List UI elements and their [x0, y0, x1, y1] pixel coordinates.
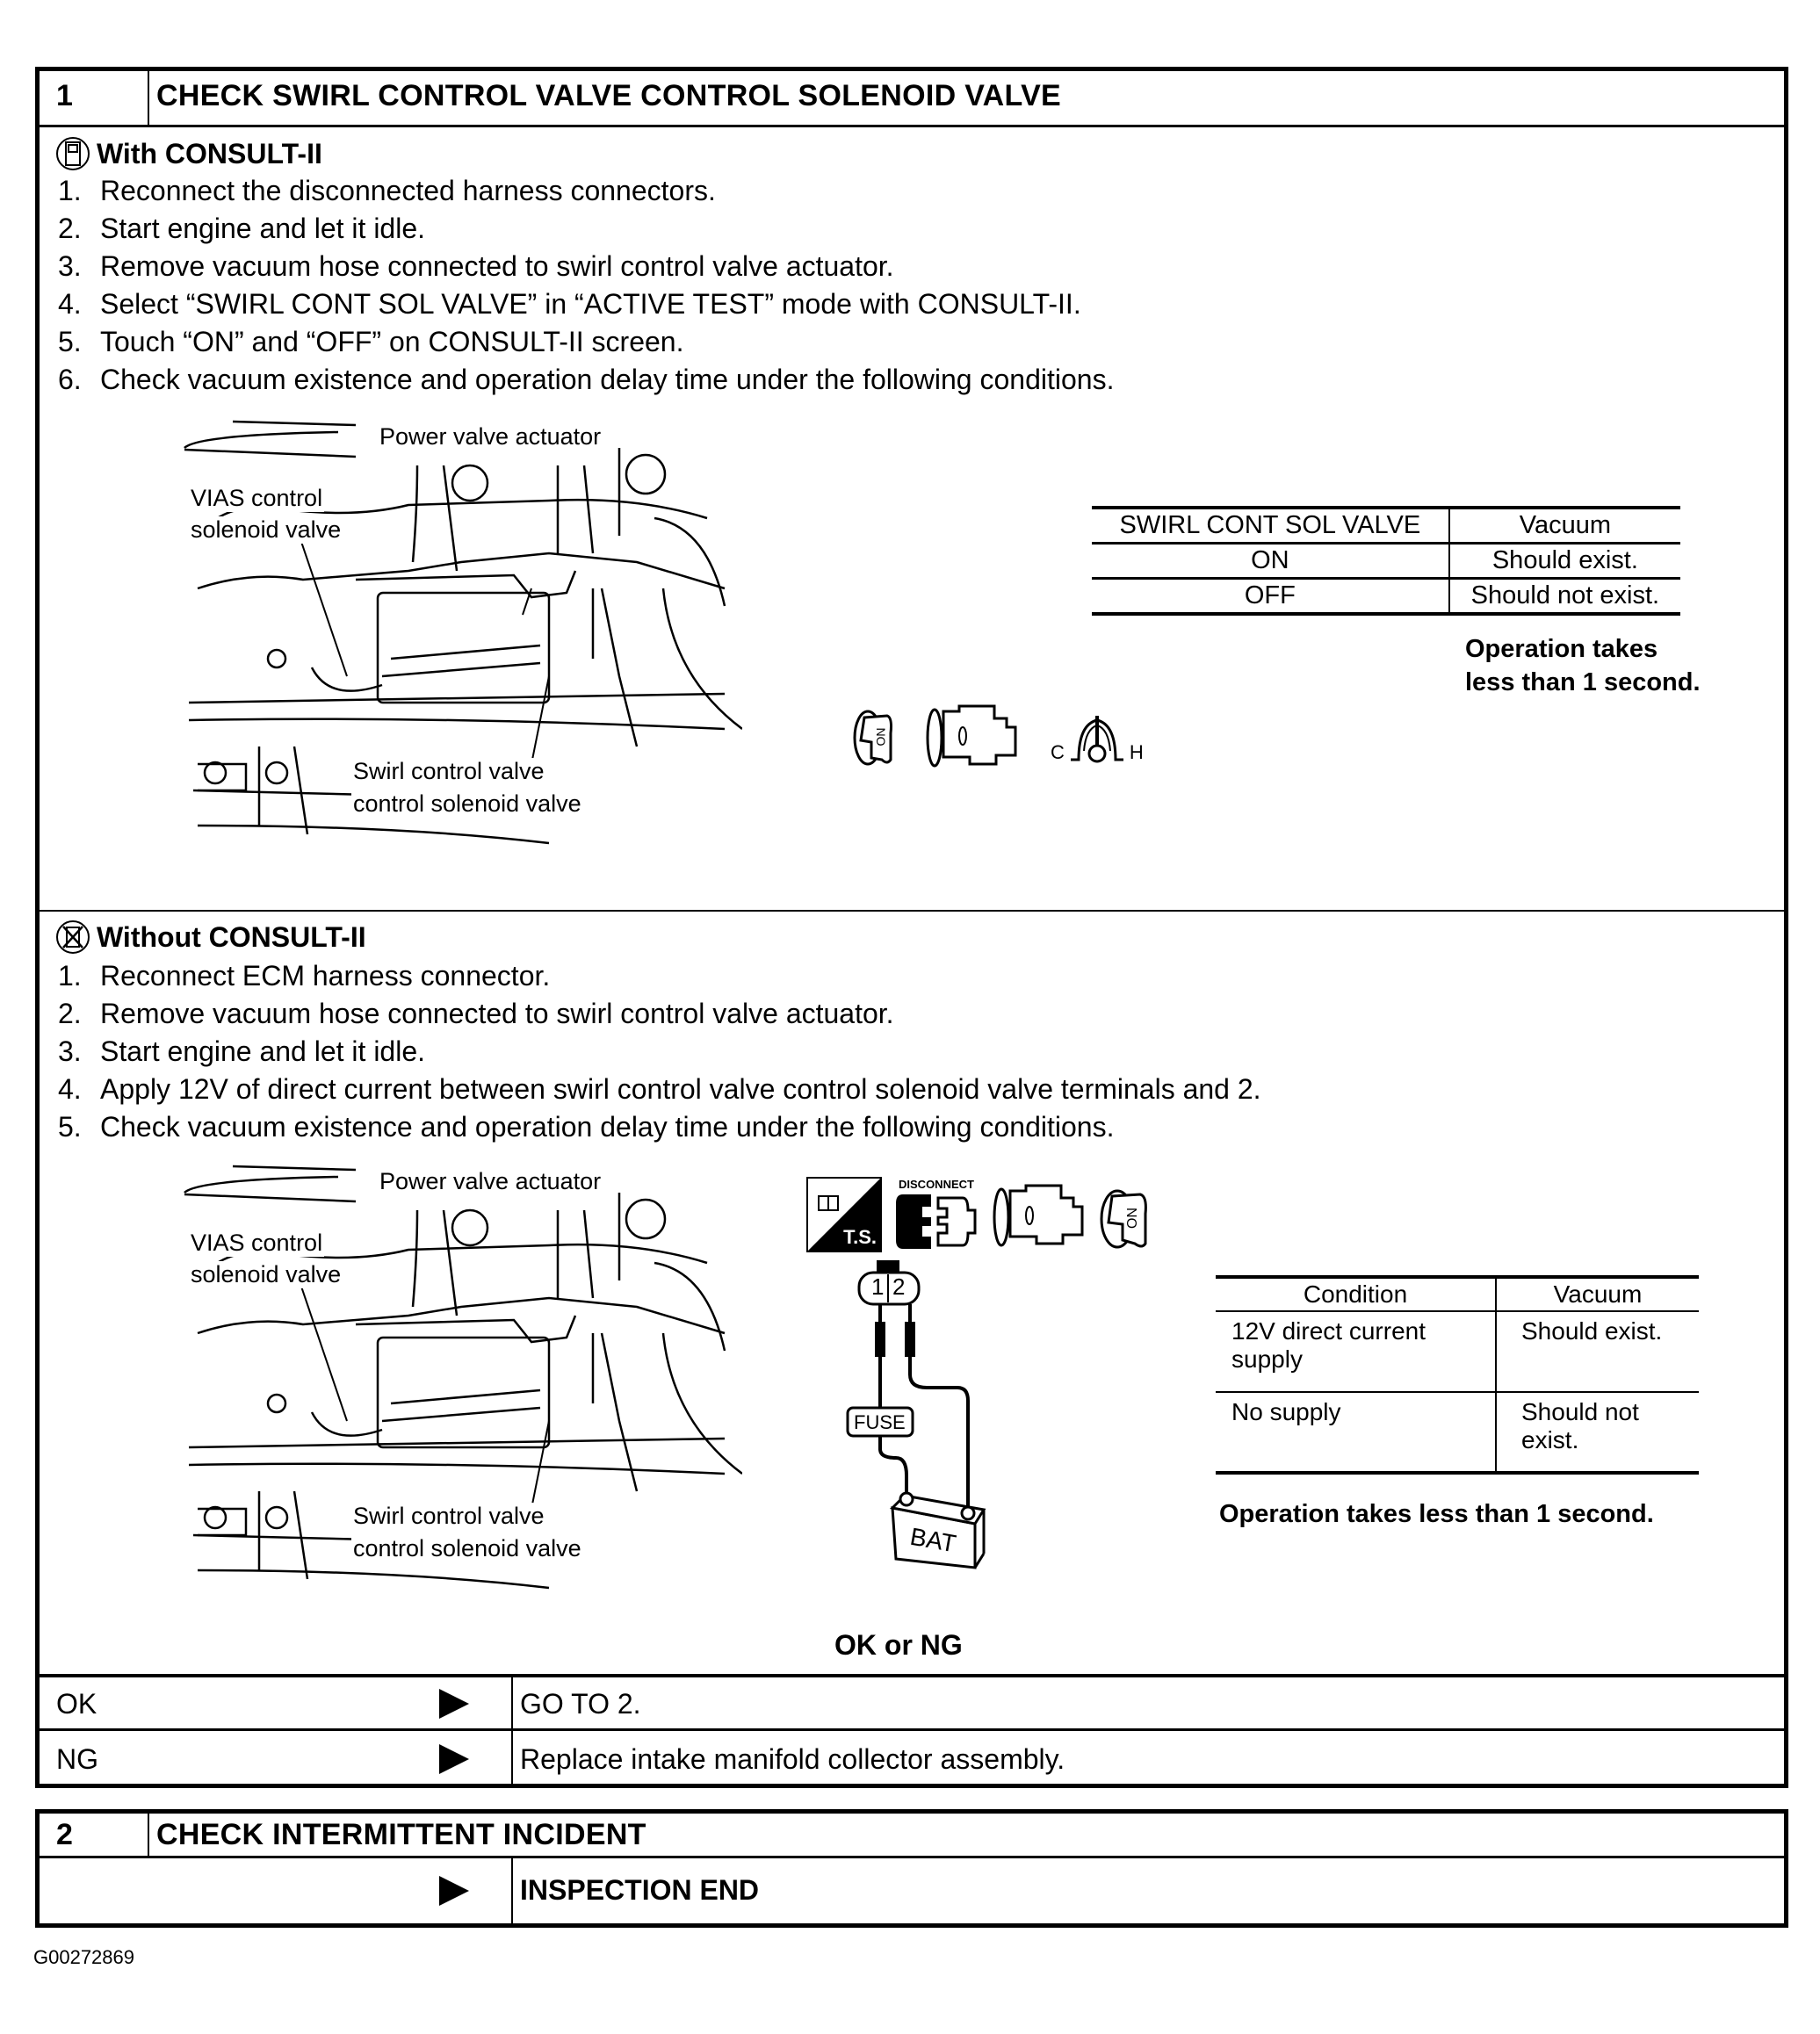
label-power-valve-actuator: Power valve actuator: [379, 1168, 602, 1194]
operation-note-1: Operation takes less than 1 second.: [1465, 635, 1701, 696]
result-label-ok: OK: [56, 1688, 98, 1720]
label-swirl-line2: control solenoid valve: [353, 790, 581, 817]
label-vias-line1: VIAS control: [191, 485, 323, 511]
terminal-2-label: 2: [892, 1273, 906, 1300]
step-item: 3. Start engine and let it idle.: [58, 1035, 426, 1067]
step-item: 5. Touch “ON” and “OFF” on CONSULT-II screen.: [58, 326, 684, 357]
arrow-right-icon: [439, 1689, 469, 1719]
label-swirl-line1: Swirl control valve: [353, 758, 545, 784]
label-swirl-line2: control solenoid valve: [353, 1535, 581, 1562]
step1-number-divider: [148, 69, 149, 126]
table-row: 12V direct current supply Should exist.: [1216, 1311, 1699, 1392]
step-item: 1. Reconnect ECM harness connector.: [58, 960, 551, 992]
label-vias-line2: solenoid valve: [191, 516, 342, 543]
table-row: No supply Should not exist.: [1216, 1392, 1699, 1473]
temperature-gauge-icon: C H: [1051, 711, 1144, 764]
result-label-ng: NG: [56, 1743, 98, 1775]
engine-illustration: [180, 413, 742, 852]
table-header: Vacuum: [1553, 1280, 1643, 1308]
without-consult-steps: [58, 957, 1261, 1146]
engine-running-icon: [924, 703, 1021, 773]
table-row: ON Should exist.: [1092, 544, 1680, 579]
arrow-right-icon: [439, 1876, 469, 1906]
table-header: Condition: [1216, 1277, 1496, 1311]
step-item: 2. Remove vacuum hose connected to swirl control valve actuator.: [58, 998, 894, 1029]
swirl-valve-table: [1092, 506, 1680, 616]
step-item: 4. Apply 12V of direct current between swirl control valve control solenoid valve terminals and 2.: [58, 1073, 1261, 1105]
step1-header-divider: [37, 125, 1787, 127]
step-item: 6. Check vacuum existence and operation delay time under the following conditions.: [58, 364, 1115, 395]
step-item: 2. Start engine and let it idle.: [58, 213, 426, 244]
step-item: 5. Check vacuum existence and operation delay time under the following conditions.: [58, 1111, 1115, 1143]
disconnect-icon: DISCONNECT: [892, 1178, 980, 1252]
terminal-1-label: 1: [871, 1273, 885, 1300]
table-row: OFF Should not exist.: [1092, 579, 1680, 615]
label-vias-line1: VIAS control: [191, 1230, 323, 1256]
step2-result-action: INSPECTION END: [520, 1874, 760, 1906]
with-consult-heading: [56, 137, 322, 170]
result-row-ng[interactable]: [39, 1731, 1787, 1785]
ignition-key-on-icon: ON: [1098, 1186, 1151, 1252]
table-header: Vacuum: [1519, 511, 1611, 539]
wiring-diagram: [843, 1260, 1019, 1594]
step1-title: CHECK SWIRL CONTROL VALVE CONTROL SOLENOID VALVE: [156, 79, 1062, 112]
step2-number-divider: [148, 1811, 149, 1857]
step2-title: CHECK INTERMITTENT INCIDENT: [156, 1818, 646, 1851]
condition-table: [1216, 1275, 1699, 1475]
label-swirl-line1: Swirl control valve: [353, 1503, 545, 1529]
step-item: 4. Select “SWIRL CONT SOL VALVE” in “ACTIVE TEST” mode with CONSULT-II.: [58, 288, 1081, 320]
label-vias-line2: solenoid valve: [191, 1261, 342, 1287]
engine-running-icon: [991, 1182, 1087, 1252]
result-prompt: OK or NG: [834, 1629, 963, 1661]
consult-tester-icon: [56, 137, 90, 170]
engine-illustration: [180, 1158, 742, 1597]
result-row-ok[interactable]: [39, 1677, 1787, 1728]
label-power-valve-actuator: Power valve actuator: [379, 423, 602, 450]
battery-label: BAT: [907, 1522, 958, 1558]
step2-result-row[interactable]: [39, 1858, 1787, 1923]
ignition-key-on-icon: ON: [852, 707, 894, 768]
result-action-ng: Replace intake manifold collector assembly.: [520, 1743, 1065, 1775]
figure-code: G00272869: [33, 1946, 134, 1968]
result-action-ok: GO TO 2.: [520, 1688, 641, 1720]
fuse-label: FUSE: [854, 1411, 906, 1433]
condition-icons-1: [852, 703, 1144, 773]
step2-number: 2: [56, 1818, 73, 1851]
arrow-right-icon: [439, 1744, 469, 1774]
no-consult-icon: [56, 920, 90, 954]
ts-icon: T.S.: [806, 1177, 882, 1252]
table-header: SWIRL CONT SOL VALVE: [1092, 508, 1449, 544]
step-item: 1. Reconnect the disconnected harness connectors.: [58, 175, 716, 206]
engine-diagram-2: [180, 1158, 742, 1597]
with-consult-heading-text: With CONSULT-II: [97, 137, 322, 170]
without-consult-heading-text: Without CONSULT-II: [97, 920, 366, 953]
step1-number: 1: [56, 79, 73, 112]
condition-icons-2: [806, 1177, 1151, 1252]
engine-diagram-1: [180, 413, 742, 852]
operation-note-2: Operation takes less than 1 second.: [1219, 1500, 1654, 1528]
consult-section-divider: [37, 910, 1787, 912]
without-consult-heading: [56, 920, 366, 954]
with-consult-steps: [58, 172, 1114, 399]
step-item: 3. Remove vacuum hose connected to swirl control valve actuator.: [58, 250, 894, 282]
